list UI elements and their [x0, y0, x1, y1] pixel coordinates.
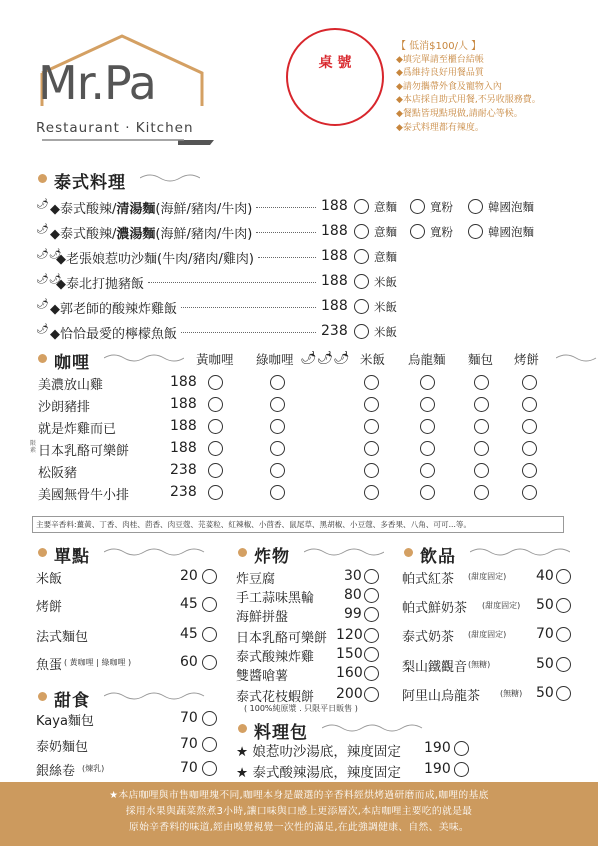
fried-item-radio[interactable]: [364, 607, 379, 622]
curry-option-radio[interactable]: [270, 441, 285, 456]
drink-item-radio[interactable]: [556, 598, 571, 613]
section-title-packs: 料理包: [254, 723, 308, 743]
fried-item-price: 80: [344, 587, 362, 603]
drink-item-note: (甜度固定): [482, 601, 521, 610]
wave-divider: [104, 352, 184, 364]
side-item-name: 烤餅: [36, 600, 63, 615]
fried-item-name: 海鮮拼盤: [236, 610, 289, 625]
curry-option-radio[interactable]: [208, 375, 223, 390]
fried-item-name: 日本乳酪可樂餅: [236, 631, 328, 646]
side-item-radio[interactable]: [202, 655, 217, 670]
curry-item-name: 日本乳酪可樂餅: [38, 444, 130, 459]
item-name: ◆恰恰最愛的檸檬魚飯: [50, 327, 177, 342]
dot-leader: [256, 232, 316, 233]
item-name: ◆泰北打拋豬飯: [56, 277, 144, 292]
dessert-item-price: 70: [180, 710, 198, 726]
minimum-charge: 【 低消$100/人 】: [396, 41, 482, 52]
curry-option-radio[interactable]: [474, 375, 489, 390]
item-name: ◆泰式酸辣/: [50, 202, 117, 217]
curry-option-radio[interactable]: [364, 375, 379, 390]
curry-option-radio[interactable]: [474, 463, 489, 478]
table-number-label: 桌 號: [318, 55, 352, 71]
curry-item-name: 松阪豬: [38, 466, 78, 481]
option-label: 寬粉: [430, 200, 453, 214]
curry-option-radio[interactable]: [522, 375, 537, 390]
curry-column-header: 綠咖哩: [256, 352, 294, 367]
wave-divider: [104, 690, 214, 702]
curry-option-radio[interactable]: [474, 397, 489, 412]
fried-item-price: 200: [336, 686, 363, 702]
fried-item-price: 30: [344, 568, 362, 584]
curry-column-header: 烤餅: [514, 352, 540, 367]
curry-option-radio[interactable]: [270, 375, 285, 390]
drink-item-name: 阿里山烏龍茶: [402, 689, 481, 704]
curry-option-radio[interactable]: [364, 419, 379, 434]
section-title-fried: 炸物: [254, 547, 290, 567]
noodle-option-radio[interactable]: [354, 274, 369, 289]
option-label: 米飯: [374, 300, 397, 314]
noodle-option-radio[interactable]: [354, 249, 369, 264]
curry-option-radio[interactable]: [364, 485, 379, 500]
section-dot: [238, 724, 247, 733]
curry-item-price: 238: [170, 462, 197, 478]
dessert-item-note: (煉乳): [82, 764, 105, 773]
item-price: 188: [321, 273, 348, 289]
chili-icon: 🌶: [36, 324, 49, 335]
pack-item-name: ★ 娘惹叻沙湯底，辣度固定: [236, 744, 401, 760]
dot-leader: [148, 282, 316, 283]
curry-option-radio[interactable]: [270, 397, 285, 412]
drink-item-price: 50: [536, 656, 554, 672]
fried-item-radio[interactable]: [364, 647, 379, 662]
curry-item-price: 238: [170, 484, 197, 500]
drink-item-radio[interactable]: [556, 657, 571, 672]
section-dot: [38, 354, 47, 363]
curry-option-radio[interactable]: [270, 485, 285, 500]
dot-leader: [256, 207, 316, 208]
pack-item-radio[interactable]: [454, 762, 469, 777]
notice-item: ◆爲維持良好用餐品質: [396, 68, 484, 79]
notice-box: [396, 40, 541, 135]
fried-item-name: 炸豆腐: [236, 572, 276, 587]
drink-item-name: 梨山鐵觀音: [402, 660, 468, 675]
section-title-drinks: 飲品: [420, 547, 456, 567]
chili-icon: 🌶: [36, 299, 49, 310]
drink-item-name: 帕式鮮奶茶: [402, 601, 468, 616]
option-label: 韓國泡麵: [488, 225, 534, 239]
wave-divider: [322, 722, 432, 734]
thai-item[interactable]: [50, 298, 177, 317]
fried-item-radio[interactable]: [364, 687, 379, 702]
side-item-name: 法式麵包: [36, 630, 89, 645]
curry-option-radio[interactable]: [208, 463, 223, 478]
fried-item-name: 手工蒜味黑輪: [236, 591, 315, 606]
dessert-item-name: Kaya麵包: [36, 714, 94, 729]
chili-icon: 🌶🌶: [36, 274, 62, 285]
curry-item-price: 188: [170, 396, 197, 412]
drink-item-price: 70: [536, 626, 554, 642]
section-dot: [238, 548, 247, 557]
drink-item-radio[interactable]: [556, 627, 571, 642]
option-label: 米飯: [374, 275, 397, 289]
option-label: 寬粉: [430, 225, 453, 239]
item-variants: (海鮮/豬肉/牛肉): [155, 202, 253, 217]
drink-item-note: (無糖): [468, 660, 491, 669]
wave-divider: [304, 546, 384, 558]
side-item-radio[interactable]: [202, 597, 217, 612]
dot-leader: [181, 307, 316, 308]
footer-banner: [0, 782, 598, 846]
curry-item-name: 沙朗豬排: [38, 400, 91, 415]
notice-list: [396, 54, 541, 136]
logo-brand: Mr.Pa: [38, 56, 156, 110]
thai-item[interactable]: [56, 273, 144, 292]
fried-item-radio[interactable]: [364, 588, 379, 603]
drink-item-note: (無糖): [500, 689, 523, 698]
fried-item-radio[interactable]: [364, 666, 379, 681]
drink-item-price: 50: [536, 685, 554, 701]
logo: [34, 28, 224, 148]
curry-column-header: 黃咖哩: [196, 352, 234, 367]
option-label: 意麵: [374, 250, 397, 264]
fried-item-name: 泰式酸辣炸雞: [236, 650, 315, 665]
thai-item[interactable]: [50, 223, 252, 242]
curry-column-header: 烏龍麵: [408, 352, 446, 367]
pack-item-name: ★ 泰式酸辣湯底，辣度固定: [236, 765, 401, 781]
side-item-name: 米飯: [36, 572, 63, 587]
side-item-price: 45: [180, 596, 198, 612]
dessert-item-radio[interactable]: [202, 761, 217, 776]
curry-option-radio[interactable]: [270, 463, 285, 478]
drink-item-radio[interactable]: [556, 686, 571, 701]
curry-option-radio[interactable]: [364, 397, 379, 412]
fried-item-radio[interactable]: [364, 569, 379, 584]
side-item-note: ( 黃咖哩 | 綠咖哩 ): [64, 658, 132, 667]
noodle-option-radio[interactable]: [468, 199, 483, 214]
section-title-dessert: 甜食: [54, 691, 90, 711]
section-dot: [404, 548, 413, 557]
option-label: 意麵: [374, 200, 397, 214]
curry-option-radio[interactable]: [420, 419, 435, 434]
curry-option-radio[interactable]: [364, 441, 379, 456]
wave-divider: [556, 352, 598, 364]
dot-leader: [181, 332, 316, 333]
curry-item-name: 就是炸雞而已: [38, 422, 117, 437]
curry-option-radio[interactable]: [208, 441, 223, 456]
side-item-price: 45: [180, 626, 198, 642]
drink-item-name: 泰式奶茶: [402, 630, 455, 645]
logo-subtitle: Restaurant · Kitchen: [36, 120, 194, 136]
section-title-curry: 咖哩: [54, 353, 90, 373]
curry-option-radio[interactable]: [522, 441, 537, 456]
noodle-option-radio[interactable]: [410, 224, 425, 239]
option-label: 米飯: [374, 325, 397, 339]
footer-line: ★本店咖哩與市售咖哩塊不同,咖哩本身是嚴選的辛香料經烘烤過研磨而成,咖哩的基底: [109, 790, 489, 801]
section-title-sides: 單點: [54, 547, 90, 567]
noodle-option-radio[interactable]: [354, 199, 369, 214]
curry-option-radio[interactable]: [208, 419, 223, 434]
curry-option-radio[interactable]: [420, 485, 435, 500]
curry-option-radio[interactable]: [474, 419, 489, 434]
option-label: 意麵: [374, 225, 397, 239]
noodle-option-radio[interactable]: [468, 224, 483, 239]
noodle-option-radio[interactable]: [354, 324, 369, 339]
curry-option-radio[interactable]: [420, 441, 435, 456]
drink-item-price: 50: [536, 597, 554, 613]
wave-divider: [470, 546, 570, 558]
thai-item[interactable]: [56, 248, 254, 267]
wave-divider: [104, 546, 214, 558]
section-dot: [38, 174, 47, 183]
curry-option-radio[interactable]: [270, 419, 285, 434]
curry-item-price: 188: [170, 418, 197, 434]
curry-option-radio[interactable]: [420, 397, 435, 412]
spices-text: 主要辛香料:薑黃、丁香、肉桂、茴香、肉豆蔻、芫荽粒、紅辣椒、小茴香、鼠尾草、黑胡椒、小豆蔻、多香果、八角、可可...等。: [36, 520, 472, 529]
fried-item-price: 99: [344, 606, 362, 622]
chili-icon: 🌶: [36, 199, 49, 210]
drink-item-name: 帕式紅茶: [402, 572, 455, 587]
curry-option-radio[interactable]: [208, 397, 223, 412]
curry-option-radio[interactable]: [364, 463, 379, 478]
item-price: 188: [321, 248, 348, 264]
section-title-thai: 泰式料理: [54, 173, 126, 193]
pack-item-price: 190: [424, 740, 451, 756]
notice-item: ◆餐點皆現點現做,請耐心等候。: [396, 108, 523, 119]
fried-item-price: 150: [336, 646, 363, 662]
drink-item-note: (甜度固定): [468, 572, 507, 581]
item-price: 188: [321, 198, 348, 214]
curry-option-radio[interactable]: [420, 375, 435, 390]
chili-icon: 🌶: [36, 224, 49, 235]
dessert-item-price: 70: [180, 736, 198, 752]
curry-item-name: 美濃放山雞: [38, 378, 104, 393]
pack-item-radio[interactable]: [454, 741, 469, 756]
noodle-option-radio[interactable]: [354, 224, 369, 239]
curry-item-name: 美國無骨牛小排: [38, 488, 130, 503]
thai-item[interactable]: [50, 198, 252, 217]
item-name: ◆泰式酸辣/: [50, 227, 117, 242]
fried-item-radio[interactable]: [364, 628, 379, 643]
curry-option-radio[interactable]: [522, 397, 537, 412]
section-dot: [38, 692, 47, 701]
curry-option-radio[interactable]: [420, 463, 435, 478]
fried-item-name: 泰式花枝蝦餅: [236, 690, 315, 705]
side-item-radio[interactable]: [202, 569, 217, 584]
side-item-price: 20: [180, 568, 198, 584]
footer-text: [0, 788, 598, 836]
curry-option-radio[interactable]: [474, 441, 489, 456]
dessert-item-name: 銀絲卷: [36, 764, 76, 779]
curry-option-radio[interactable]: [522, 463, 537, 478]
chili-icon: 🌶🌶: [36, 249, 62, 260]
notice-item: ◆請勿攜帶外食及寵物入內: [396, 81, 502, 92]
thai-item[interactable]: [50, 323, 177, 342]
notice-item: ◆泰式料理都有辣度。: [396, 122, 484, 133]
side-item-price: 60: [180, 654, 198, 670]
side-item-radio[interactable]: [202, 627, 217, 642]
drink-item-note: (甜度固定): [468, 630, 507, 639]
drink-item-radio[interactable]: [556, 569, 571, 584]
item-name-bold: 清湯麵: [116, 202, 156, 217]
dessert-item-name: 泰奶麵包: [36, 740, 89, 755]
wave-divider: [140, 172, 200, 184]
side-item-name: 魚蛋: [36, 658, 63, 673]
fried-note: ( 100%純原漿 . 只限平日販售 ): [244, 704, 358, 713]
section-dot: [38, 548, 47, 557]
curry-option-radio[interactable]: [474, 485, 489, 500]
curry-column-header: 米飯: [360, 352, 386, 367]
vegetarian-tag: 限素: [30, 440, 37, 454]
item-price: 188: [321, 298, 348, 314]
curry-item-price: 188: [170, 440, 197, 456]
curry-option-radio[interactable]: [208, 485, 223, 500]
table-number-circle[interactable]: [286, 28, 384, 126]
fried-item-price: 120: [336, 627, 363, 643]
fried-item-name: 雙醬嗆薯: [236, 669, 289, 684]
item-name-bold: 濃湯麵: [116, 227, 156, 242]
curry-item-price: 188: [170, 374, 197, 390]
notice-item: ◆本店採自助式用餐,不另收服務費。: [396, 95, 541, 106]
noodle-option-radio[interactable]: [354, 299, 369, 314]
curry-option-radio[interactable]: [522, 485, 537, 500]
dot-leader: [258, 257, 316, 258]
pack-item-price: 190: [424, 761, 451, 777]
item-name: ◆老張娘惹叻沙麵(牛肉/豬肉/雞肉): [56, 252, 254, 267]
curry-option-radio[interactable]: [522, 419, 537, 434]
option-label: 韓國泡麵: [488, 200, 534, 214]
fried-item-price: 160: [336, 665, 363, 681]
drink-item-price: 40: [536, 568, 554, 584]
chili-icon: 🌶🌶🌶: [300, 351, 350, 366]
item-price: 238: [321, 323, 348, 339]
dessert-item-price: 70: [180, 760, 198, 776]
dessert-item-radio[interactable]: [202, 711, 217, 726]
dessert-item-radio[interactable]: [202, 737, 217, 752]
curry-column-header: 麵包: [468, 352, 494, 367]
notice-item: ◆填完單請至櫃台結帳: [396, 54, 484, 65]
item-variants: (海鮮/豬肉/牛肉): [155, 227, 253, 242]
noodle-option-radio[interactable]: [410, 199, 425, 214]
spices-box: [32, 516, 564, 533]
footer-line: 採用水果與蔬菜熬煮3小時,讓口味與口感上更添層次,本店咖哩主要吃的就是最: [125, 806, 473, 817]
item-price: 188: [321, 223, 348, 239]
item-name: ◆郭老師的酸辣炸雞飯: [50, 302, 177, 317]
footer-line: 原始辛香料的味道,經由嗅覺視覺一次性的滿足,在此強調健康、自然、美味。: [128, 822, 470, 833]
